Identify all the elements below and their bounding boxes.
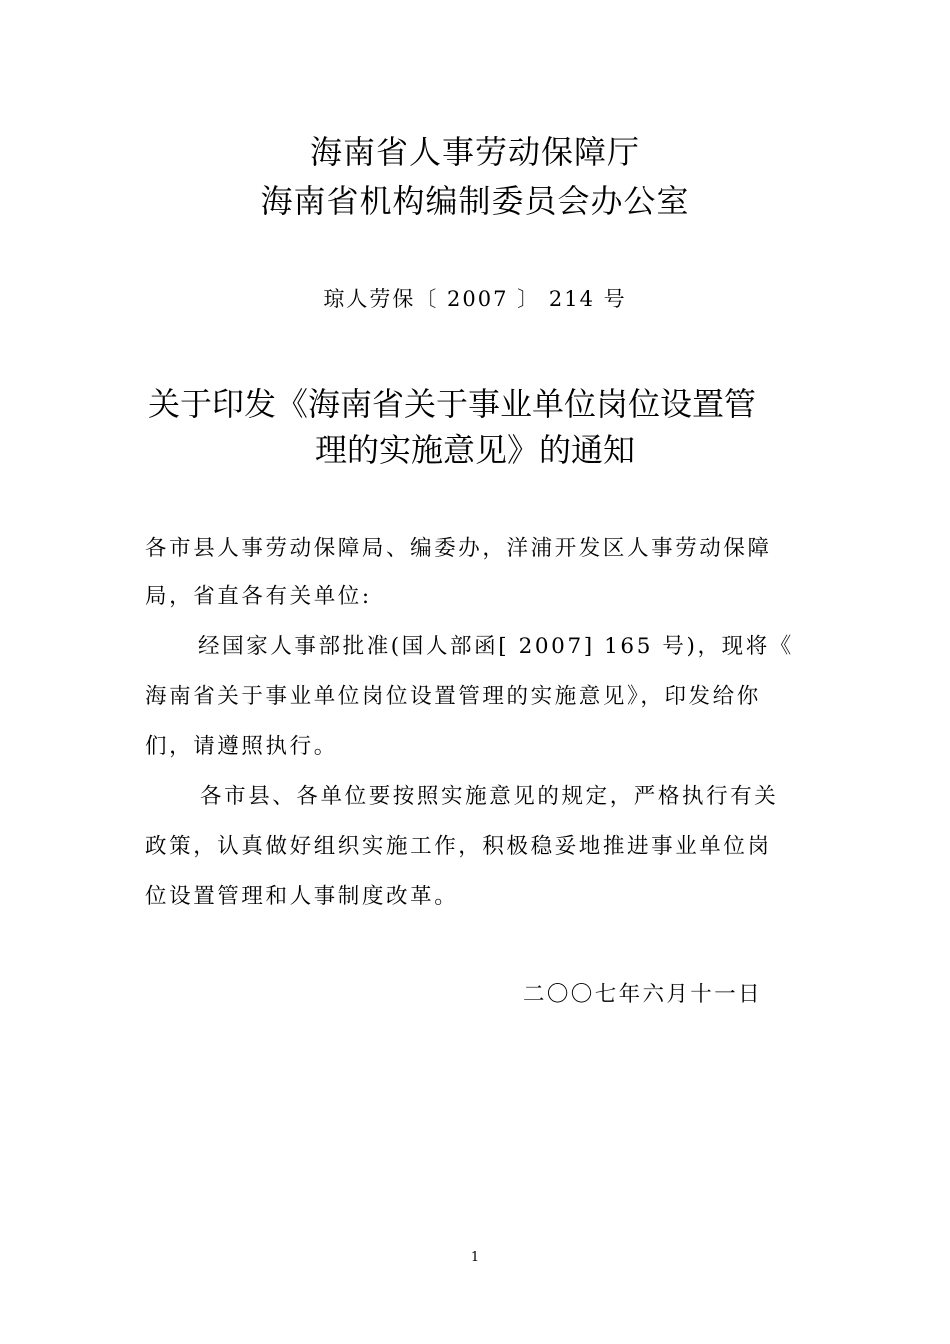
paragraph-1-line-3: 们，请遵照执行。 <box>145 734 338 759</box>
issue-date: 二〇〇七年六月十一日 <box>523 982 763 1007</box>
addressee-line-2: 局，省直各有关单位: <box>145 584 372 609</box>
document-title-line-2: 理的实施意见》的通知 <box>314 431 635 469</box>
issuing-org-1: 海南省人事劳动保障厅 <box>309 133 640 171</box>
document-number: 琼人劳保〔 2007 〕 214 号 <box>323 287 627 311</box>
page-number: 1 <box>470 1250 480 1265</box>
paragraph-2-line-3: 位设置管理和人事制度改革。 <box>145 884 459 909</box>
issuing-org-2: 海南省机构编制委员会办公室 <box>260 182 690 220</box>
paragraph-2-line-1: 各市县、各单位要按照实施意见的规定，严格执行有关 <box>200 784 779 809</box>
document-title-line-1: 关于印发《海南省关于事业单位岗位设置管 <box>148 385 757 423</box>
paragraph-1-line-2: 海南省关于事业单位岗位设置管理的实施意见》，印发给你 <box>145 684 761 709</box>
addressee-line-1: 各市县人事劳动保障局、编委办，洋浦开发区人事劳动保障 <box>145 536 772 561</box>
paragraph-1-line-1: 经国家人事部批准(国人部函[ 2007] 165 号)，现将《 <box>198 634 794 659</box>
paragraph-2-line-2: 政策，认真做好组织实施工作，积极稳妥地推进事业单位岗 <box>145 834 772 859</box>
